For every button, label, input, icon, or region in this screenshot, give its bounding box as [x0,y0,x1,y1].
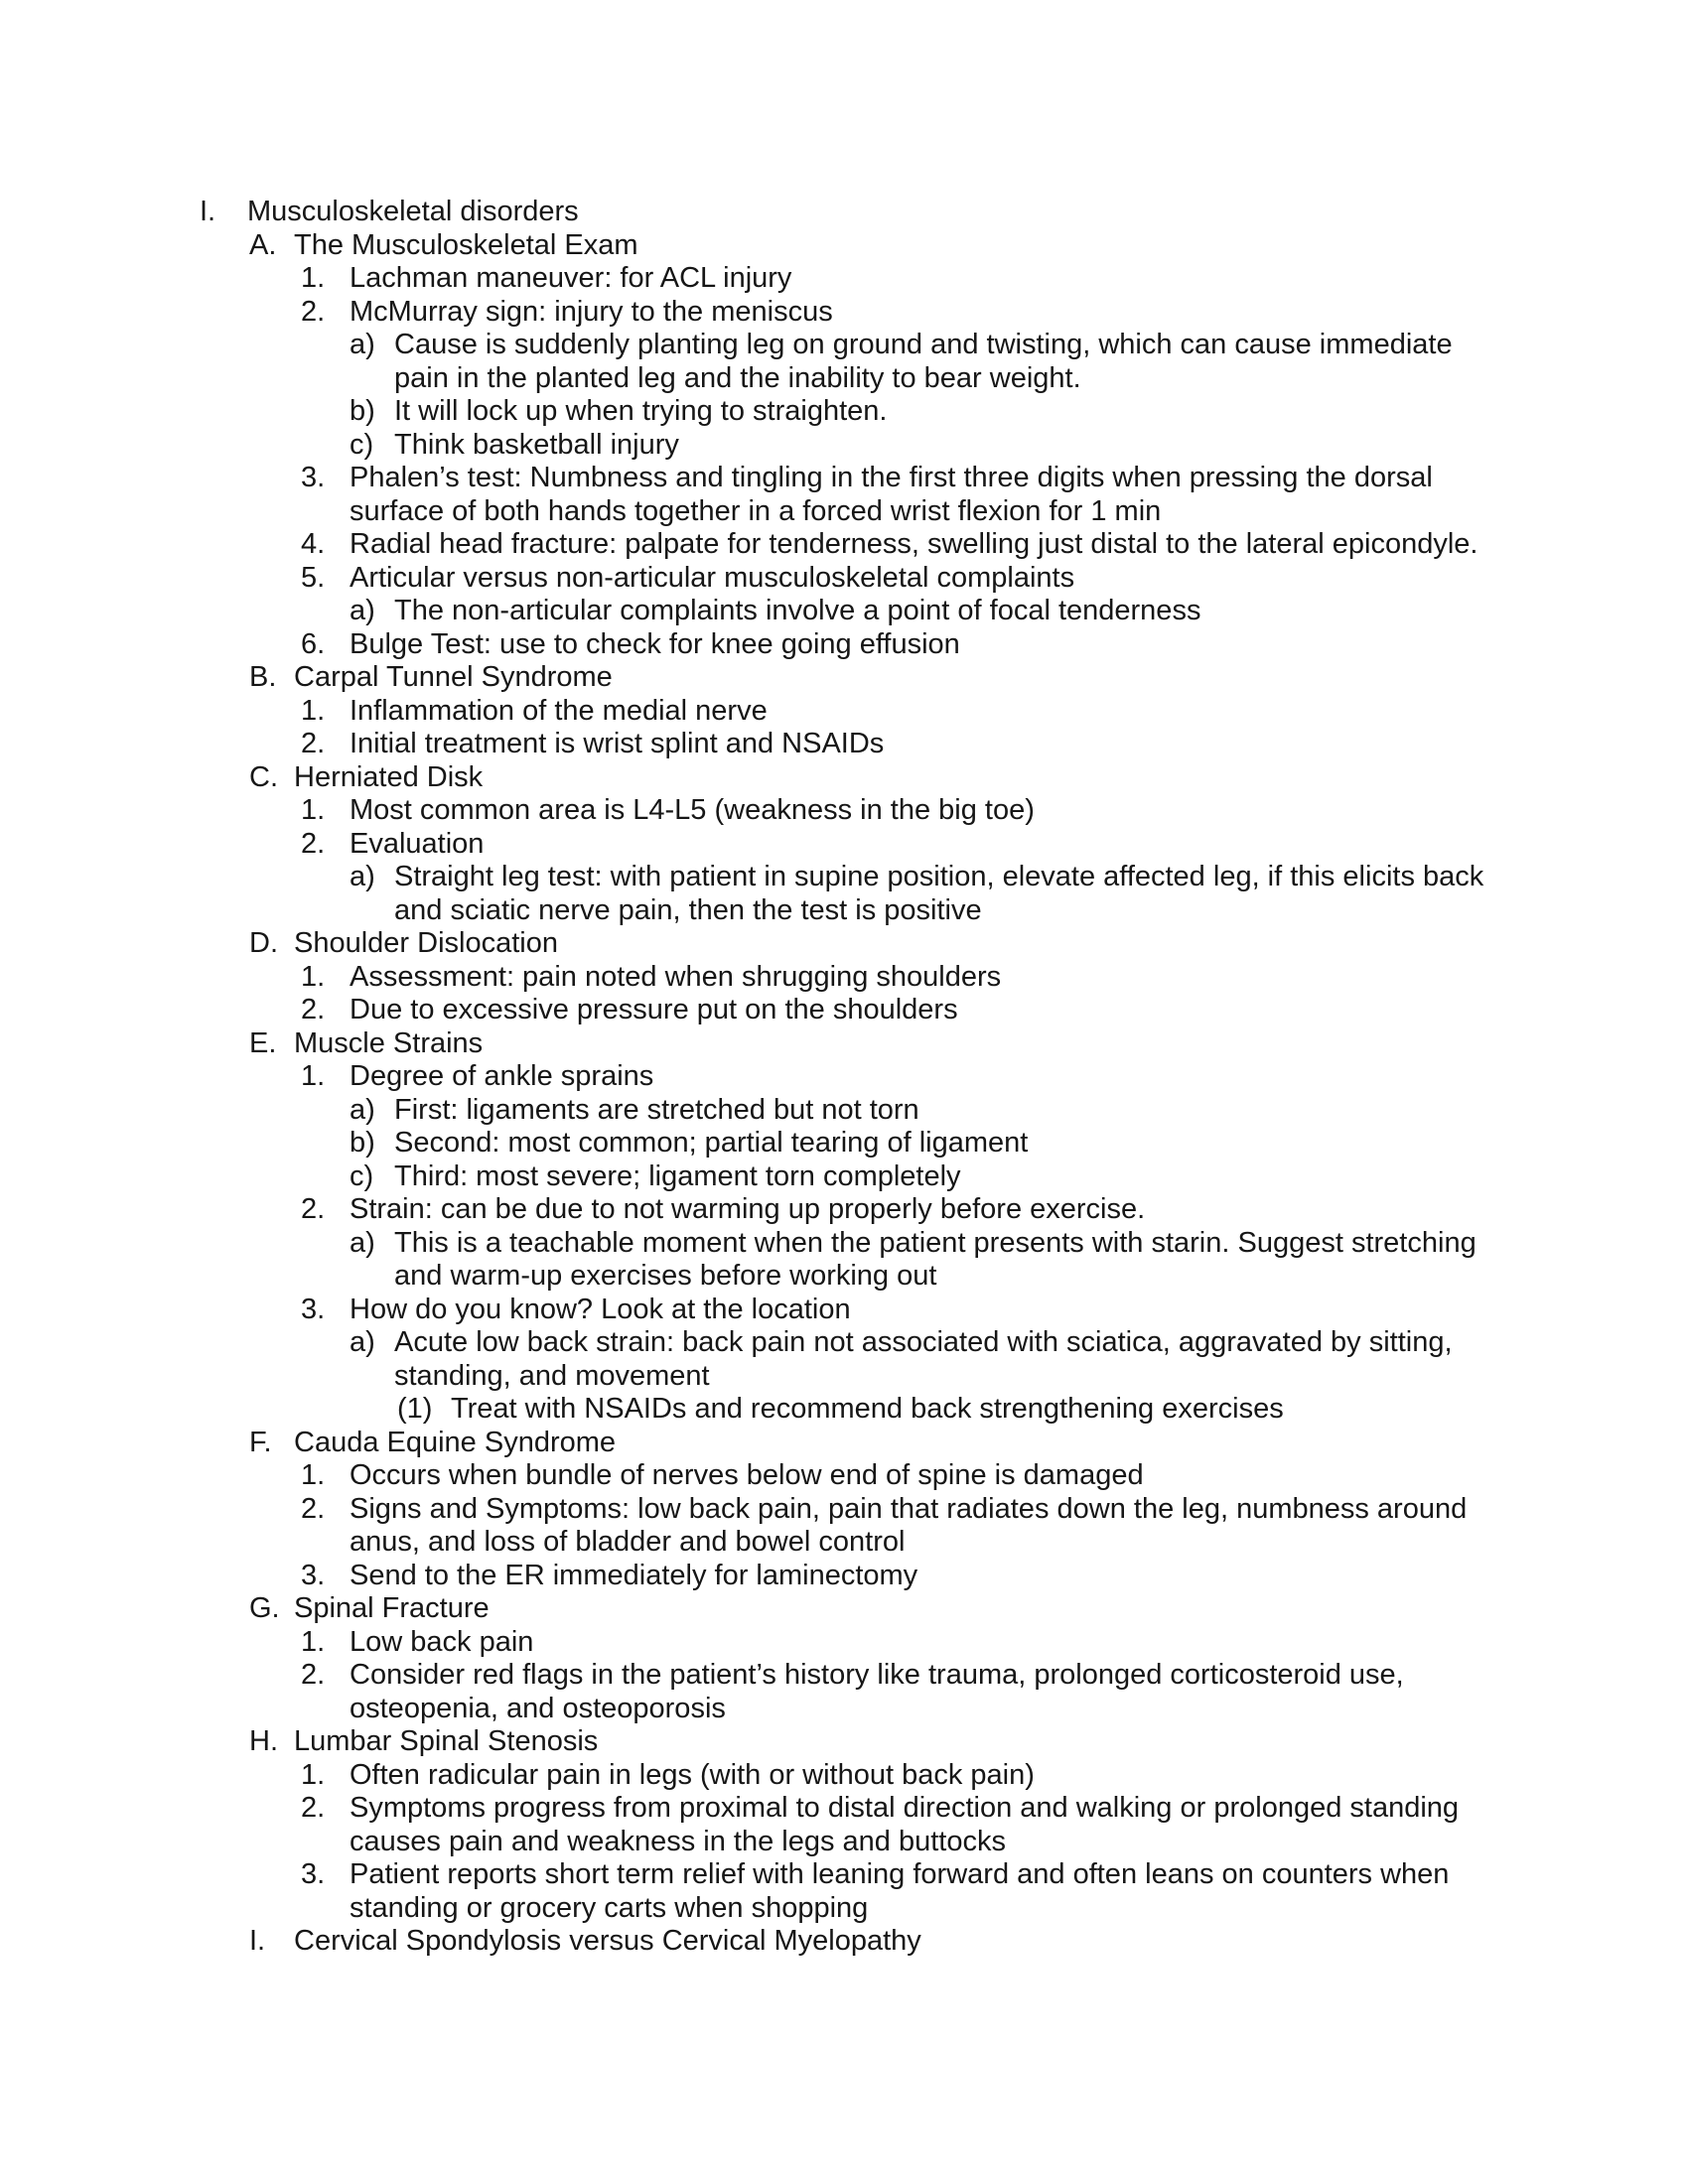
outline-item [200,1459,1489,1493]
outline-item-text: The Musculoskeletal Exam [294,228,638,261]
outline-item [200,1027,1489,1061]
outline-item [200,229,1489,263]
outline-item [200,695,1489,729]
outline-item [200,1493,1489,1560]
outline-item-marker: 2. [301,295,326,328]
outline-item-marker: 1. [301,794,326,826]
outline-item-text: Musculoskeletal disorders [247,196,579,227]
outline-item-text: Signs and Symptoms: low back pain, pain that radiates down the leg, numbness around anus, and loss of bladder and bowel control [350,1492,1468,1558]
outline-item-text: McMurray sign: injury to the meniscus [350,295,833,328]
outline-item-marker: I. [249,1925,266,1957]
outline-item-text: Lumbar Spinal Stenosis [294,1725,599,1757]
outline-item-text: First: ligaments are stretched but not torn [394,1093,919,1126]
outline-item-text: Herniated Disk [294,760,484,793]
outline-item [200,1759,1489,1793]
outline-item-marker: 4. [301,528,326,560]
outline-item [200,1792,1489,1858]
outline-item-text: Treat with NSAIDs and recommend back strengthening exercises [451,1393,1284,1425]
outline-item-marker: c) [350,1160,374,1192]
outline-item-marker: C. [249,760,278,793]
outline-item-marker: 6. [301,627,326,660]
outline-item-marker: 2. [301,994,326,1025]
outline-item-text: Think basketball injury [394,428,679,461]
outline-item [200,1127,1489,1160]
outline-item-text: Low back pain [350,1625,534,1658]
outline-item-text: Second: most common; partial tearing of ligament [394,1127,1029,1159]
outline-item-marker: 1. [301,960,326,993]
outline-item [200,1725,1489,1759]
outline-item [200,528,1489,562]
outline-item-marker: 3. [301,1559,326,1591]
outline-item-text: Due to excessive pressure put on the shoulders [350,994,958,1025]
outline-item [200,1560,1489,1593]
outline-item [200,1060,1489,1094]
outline-item-text: Radial head fracture: palpate for tenderness, swelling just distal to the lateral epicondyle. [350,528,1478,560]
outline-item-text: Phalen’s test: Numbness and tingling in the first three digits when pressing the dorsal surface of both hands together in a forced wrist flexion for 1 min [350,462,1433,527]
outline-item [200,1193,1489,1227]
outline-item-text: Occurs when bundle of nerves below end of spine is damaged [350,1459,1144,1491]
outline-item [200,927,1489,961]
outline-item-marker: a) [350,861,375,892]
outline-item-text: Often radicular pain in legs (with or without back pain) [350,1758,1035,1791]
outline-item [200,961,1489,995]
outline-item [200,1427,1489,1460]
outline-item [200,1094,1489,1128]
outline-item [200,595,1489,628]
outline-item-text: Bulge Test: use to check for knee going effusion [350,627,960,660]
outline-item-text: Symptoms progress from proximal to distal direction and walking or prolonged standing causes pain and weakness in the legs and buttocks [350,1792,1460,1857]
outline-item-text: Inflammation of the medial nerve [350,694,768,727]
outline-item [200,296,1489,330]
outline-item-marker: 1. [301,1625,326,1658]
outline-item-text: Patient reports short term relief with leaning forward and often leans on counters when standing or grocery carts when shopping [350,1858,1450,1924]
outline-item [200,1393,1489,1427]
outline-item-marker: 2. [301,1193,326,1225]
outline-item [200,994,1489,1027]
outline-item-text: Acute low back strain: back pain not associated with sciatica, aggravated by sitting, standing, and movement [394,1326,1453,1392]
outline-item-marker: a) [350,1093,375,1126]
outline-item [200,1659,1489,1725]
outline-item [200,761,1489,795]
outline-item [200,1626,1489,1660]
outline-item [200,429,1489,463]
outline-item-text: The non-articular complaints involve a point of focal tenderness [394,595,1201,626]
outline-item-marker: a) [350,595,375,626]
outline-item-text: Cauda Equine Syndrome [294,1426,617,1458]
outline-item-text: Initial treatment is wrist splint and NSAIDs [350,728,885,759]
outline-item [200,1326,1489,1393]
outline-item-text: How do you know? Look at the location [350,1293,851,1325]
outline-item-marker: 1. [301,694,326,727]
outline-item-marker: 3. [301,1858,326,1890]
outline-item-marker: a) [350,1226,375,1259]
outline-item-marker: F. [249,1426,272,1458]
outline-item-text: Cause is suddenly planting leg on ground and twisting, which can cause immediate pain in the planted leg and the inability to bear weight. [394,329,1453,394]
outline-item-text: Muscle Strains [294,1026,484,1059]
outline-item [200,562,1489,596]
outline-item-marker: B. [249,661,277,693]
outline-item-text: It will lock up when trying to straighten. [394,395,888,427]
outline-item-marker: a) [350,1326,375,1358]
outline-item-marker: H. [249,1725,278,1757]
outline-item-marker: b) [350,395,375,427]
outline-item [200,661,1489,695]
outline-item-text: Lachman maneuver: for ACL injury [350,262,792,294]
outline-item-marker: 2. [301,1659,326,1691]
outline-item [200,262,1489,296]
outline-item-text: Straight leg test: with patient in supine position, elevate affected leg, if this elicits back and sciatic nerve pain, then the test is positive [394,861,1484,926]
outline-item-text: Send to the ER immediately for laminectomy [350,1559,918,1591]
outline-item-marker: 2. [301,827,326,860]
outline-item-marker: 3. [301,462,326,493]
outline-item-text: Strain: can be due to not warming up properly before exercise. [350,1193,1146,1225]
outline-item [200,628,1489,662]
outline-item-text: Consider red flags in the patient’s history like trauma, prolonged corticosteroid use, osteopenia, and osteoporosis [350,1659,1404,1724]
outline-item [200,828,1489,862]
outline-item [200,861,1489,927]
outline-item [200,728,1489,761]
outline-item-marker: A. [249,228,277,261]
outline-item-text: Shoulder Dislocation [294,927,558,959]
outline-item-text: Assessment: pain noted when shrugging shoulders [350,960,1002,993]
outline-item-text: This is a teachable moment when the patient presents with starin. Suggest stretching and warm-up exercises before working out [394,1226,1477,1292]
outline-item-marker: (1) [397,1393,433,1425]
outline-item-marker: 2. [301,1492,326,1525]
outline-item [200,1858,1489,1925]
outline-item-text: Third: most severe; ligament torn completely [394,1160,961,1192]
outline-item-marker: a) [350,329,375,360]
outline-item-text: Carpal Tunnel Syndrome [294,661,613,693]
outline-item-marker: 2. [301,728,326,759]
outline-item-marker: 1. [301,262,326,294]
outline-item-marker: 1. [301,1060,326,1092]
outline-item-marker: b) [350,1127,375,1159]
outline-item-marker: 3. [301,1293,326,1325]
outline-item-text: Degree of ankle sprains [350,1060,654,1092]
outline-item [200,462,1489,528]
outline [200,196,1489,1959]
outline-item-marker: 2. [301,1792,326,1824]
outline-item-text: Most common area is L4-L5 (weakness in the big toe) [350,794,1035,826]
outline-item-marker: E. [249,1026,277,1059]
outline-item-marker: 1. [301,1758,326,1791]
outline-item-marker: D. [249,927,278,959]
outline-item-marker: 1. [301,1459,326,1491]
outline-item [200,1925,1489,1959]
outline-item [200,1592,1489,1626]
outline-item-text: Cervical Spondylosis versus Cervical Myelopathy [294,1925,921,1957]
outline-item [200,196,1489,229]
outline-item-marker: 5. [301,561,326,594]
outline-item-text: Spinal Fracture [294,1592,490,1624]
outline-item [200,1227,1489,1294]
outline-item [200,1160,1489,1194]
outline-item-text: Evaluation [350,827,485,860]
outline-item [200,329,1489,395]
outline-item [200,794,1489,828]
outline-item-text: Articular versus non-articular musculoskeletal complaints [350,561,1075,594]
outline-item [200,1294,1489,1327]
outline-item [200,395,1489,429]
outline-item-marker: I. [200,196,216,227]
outline-item-marker: G. [249,1592,280,1624]
outline-item-marker: c) [350,428,374,461]
